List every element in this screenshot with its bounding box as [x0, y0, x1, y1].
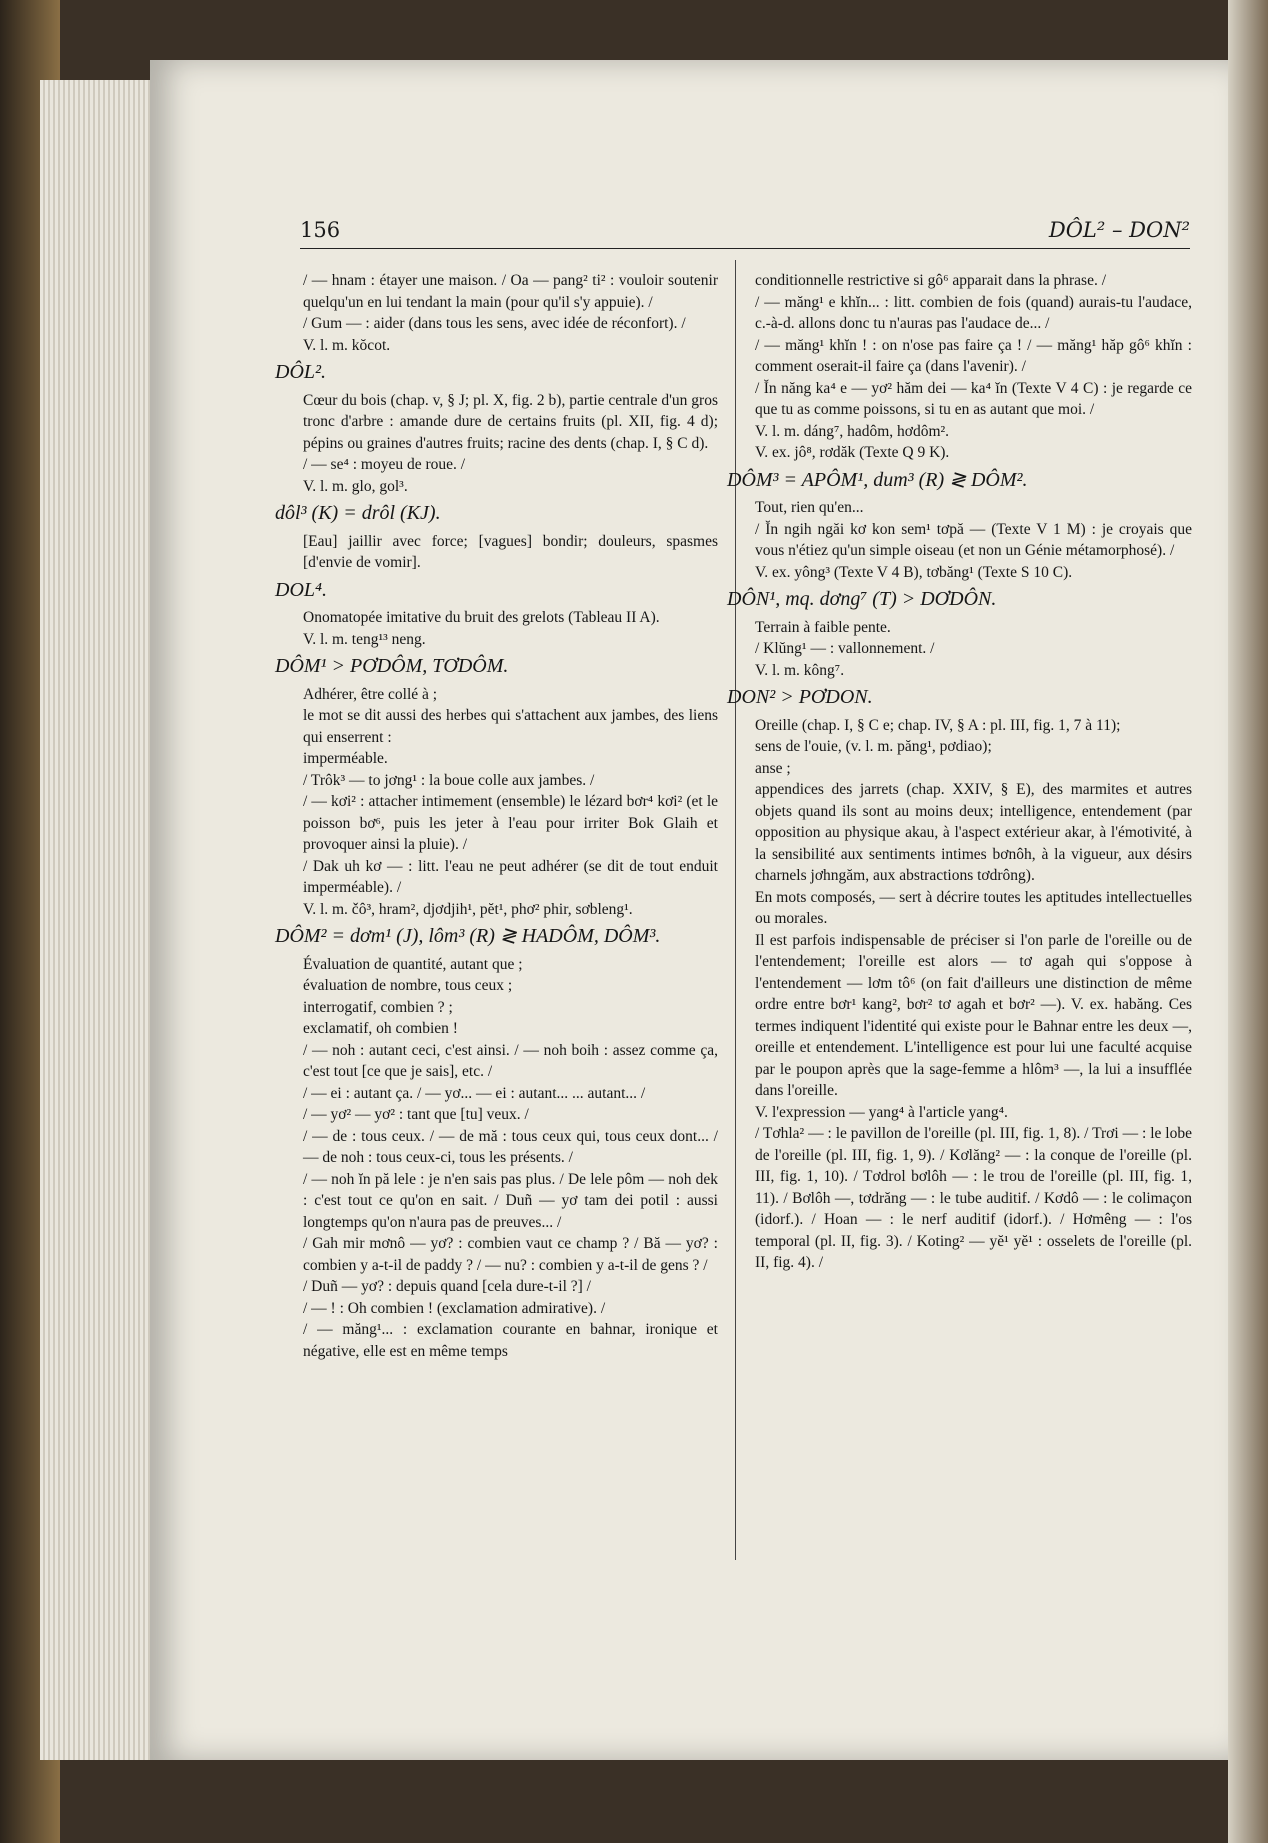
entry-text-line: Oreille (chap. I, § C e; chap. IV, § A : pl. III, fig. 1, 7 à 11); — [755, 716, 1121, 734]
entry-text-line: Il est parfois indispensable de préciser si l'on parle de l'oreille ou de l'entendement; l'oreille est alors — tơ agah qui s'oppose à l'entendement — lơm tô⁶ (on fait d'ailleurs une distinction de même ordre entre bơr¹ kang², bơr² tơ agah et bơr² —). V. ex. habăng. Ces termes indiquent l'identité qui existe pour le Bahnar entre les deux —, oreille et entendement. L'intelligence est pour lui une faculté acquise par le poupon après que la sage-femme a hlôm³ —, la lui a insufflée dans l'oreille. — [755, 931, 1192, 1099]
entry-text-line: / Trôk³ — to jơng¹ : la boue colle aux jambes. / — [303, 771, 595, 789]
entry-body — [303, 270, 718, 356]
entry-text-line: / — noh : autant ceci, c'est ainsi. / — noh boih : assez comme ça, c'est tout [ce que je sais], etc. / — [303, 1041, 718, 1080]
entry-text-line: / — de : tous ceux. / — de mă : tous ceux qui, tous ceux dont... / — de noh : tous ceux-ci, tous les présents. / — [303, 1127, 718, 1166]
entry-text-line: Adhérer, être collé à ; — [303, 685, 438, 703]
right-column — [727, 270, 1192, 1274]
entry-headword: DON² > PƠDON. — [727, 686, 873, 708]
left-column — [275, 270, 718, 1362]
entry-text-line: / Ĭn ngih ngăi kơ kon sem¹ tơpă — (Texte V 1 M) : je croyais que vous n'étiez qu'un simple oiseau (et non un Génie métamorphosé). / — [755, 520, 1192, 559]
entry-text-line: En mots composés, — sert à décrire toutes les aptitudes intellectuelles ou morales. — [755, 888, 1192, 927]
entry-headword: DÔL². — [275, 361, 327, 383]
entry-text-line: conditionnelle restrictive si gô⁶ apparait dans la phrase. / — [755, 272, 1107, 289]
entry-body — [755, 497, 1192, 583]
entry-text-line: [Eau] jaillir avec force; [vagues] bondir; douleurs, spasmes [d'envie de vomir]. — [303, 532, 718, 571]
entry-text-line: / — se⁴ : moyeu de roue. / — [303, 456, 466, 473]
entry-text-line: exclamatif, oh combien ! — [303, 1020, 458, 1037]
entry-text-line: V. l. m. čô³, hram², djơdjih¹, pĕt¹, phơ² phir, sơbleng¹. — [303, 900, 633, 918]
entry-text-line: / Gum — : aider (dans tous les sens, avec idée de réconfort). / — [303, 315, 686, 332]
entry-text-line: / — ! : Oh combien ! (exclamation admirative). / — [303, 1299, 606, 1317]
entry-body — [755, 715, 1192, 1274]
entry-text-line: le mot se dit aussi des herbes qui s'attachent aux jambes, des liens qui enserrent : — [303, 707, 718, 746]
entry-body — [755, 270, 1192, 464]
entry-text-line: / Tơhla² — : le pavillon de l'oreille (pl. III, fig. 1, 8). / Trơi — : le lobe de l'oreille (pl. III, fig. 1, 9). / Kơlăng² — : la conque de l'oreille (pl. III, fig. 1, 10). / Tơdrol bơlôh — : le trou de l'oreille (pl. III, fig. 1, 11). / Bơlôh —, tơdrăng — : le tube auditif. / Kơdô — : le colimaçon (idorf.). / Hoan — : le nerf auditif (idorf.). / Hơmêng — : l'os temporal (pl. II, fig. 3). / Koting² — yĕ¹ yĕ¹ : osselets de l'oreille (pl. II, fig. 4). / — [755, 1125, 1192, 1271]
entry-body — [303, 684, 718, 921]
entry-text-line: Cœur du bois (chap. v, § J; pl. X, fig. 2 b), partie centrale d'un gros tronc d'arbre : amande dure de certains fruits (pl. XII, fig. 4 d); pépins ou graines d'autres fruits; racine des dents (chap. I, § C d). — [303, 391, 718, 452]
entry-text-line: / — hnam : étayer une maison. / Oa — pang² ti² : vouloir soutenir quelqu'un en lui tendant la main (pour qu'il s'y appuie). / — [303, 272, 718, 311]
page-number: 156 — [300, 218, 341, 242]
entry-text-line: / — măng¹ e khĭn... : litt. combien de fois (quand) aurais-tu l'audace, c.-à-d. allons donc tu n'auras pas l'audace de... / — [755, 293, 1192, 332]
entry-headword: DÔM³ = APÔM¹, dum³ (R) ≷ DÔM². — [727, 468, 1028, 491]
entry-text-line: / Klŭng¹ — : vallonnement. / — [755, 640, 935, 657]
entry-text-line: appendices des jarrets (chap. XXIV, § E), des marmites et autres objets quand ils sont au moins deux; intelligence, entendement (par opposition au physique akau, à l'aspect extérieur akar, à l'émotivité, à la sensibilité aux sentiments intimes bơnôh, à la vigueur, aux désirs charnels jơhngăm, aux abstractions tơdrông). — [755, 781, 1192, 884]
entry-text-line: V. l. m. glo, gol³. — [303, 477, 408, 495]
entry-text-line: évaluation de nombre, tous ceux ; — [303, 977, 513, 994]
entry-text-line: V. ex. jô⁸, rơdăk (Texte Q 9 K). — [755, 444, 950, 461]
entry-headword: DOL⁴. — [275, 578, 327, 601]
entry-body — [303, 531, 718, 574]
entry-text-line: V. ex. yông³ (Texte V 4 B), tơbăng¹ (Texte S 10 C). — [755, 563, 1073, 581]
entry-text-line: / Duñ — yơ? : depuis quand [cela dure-t-il ?] / — [303, 1278, 591, 1295]
entry-text-line: / Dak uh kơ — : litt. l'eau ne peut adhérer (se dit de tout enduit imperméable). / — [303, 857, 718, 896]
entry-text-line: imperméable. — [303, 750, 388, 767]
entry-text-line: V. l. m. kŏcot. — [303, 336, 391, 354]
entry-text-line: V. l. m. dáng⁷, hadôm, hơdôm². — [755, 422, 950, 440]
entry-text-line: Onomatopée imitative du bruit des grelots (Tableau II A). — [303, 609, 660, 626]
entry-text-line: / — ei : autant ça. / — yơ... — ei : autant... ... autant... / — [303, 1084, 646, 1102]
entry-headword: DÔM¹ > PƠDÔM, TƠDÔM. — [275, 655, 509, 677]
entry-text-line: Tout, rien qu'en... — [755, 499, 864, 516]
entry-text-line: Évaluation de quantité, autant que ; — [303, 955, 523, 973]
entry-headword: DÔM² = dơm¹ (J), lôm³ (R) ≷ HADÔM, DÔM³. — [275, 925, 661, 947]
entry-text-line: / Ĭn năng ka⁴ e — yơ² hăm dei — ka⁴ ĭn (Texte V 4 C) : je regarde ce que tu as comme poissons, si tu en as autant que moi. / — [755, 379, 1192, 418]
entry-body — [303, 390, 718, 498]
entry-text-line: / — măng¹... : exclamation courante en bahnar, ironique et négative, elle est en même temps — [303, 1321, 718, 1360]
entry-text-line: sens de l'ouie, (v. l. m. păng¹, pơdiao); — [755, 738, 992, 755]
entry-text-line: anse ; — [755, 759, 791, 777]
entry-text-line: / Gah mir mơnô — yơ? : combien vaut ce champ ? / Bă — yơ? : combien y a-t-il de paddy ? / — nu? : combien y a-t-il de gens ? / — [303, 1235, 718, 1274]
entry-body — [303, 954, 718, 1363]
entry-text-line: / — kơi² : attacher intimement (ensemble) le lézard bơr⁴ kơi² (et le poisson bơ⁶, puis les jeter à l'eau pour irriter Bok Glaih et provoquer ainsi la pluie). / — [303, 793, 718, 853]
column-divider — [735, 260, 736, 1560]
running-head: DÔL² – DON² — [1048, 218, 1190, 242]
entry-headword: DÔN¹, mq. dơng⁷ (T) > DƠDÔN. — [727, 588, 997, 610]
entry-text-line: V. l. m. kông⁷. — [755, 661, 845, 679]
entry-body — [303, 607, 718, 650]
entry-text-line: / — măng¹ khĭn ! : on n'ose pas faire ça ! / — măng¹ hăp gô⁶ khĭn : comment oserait-il faire ça (dans l'avenir). / — [755, 336, 1192, 375]
entry-body — [755, 617, 1192, 682]
entry-headword: dôl³ (K) = drôl (KJ). — [275, 502, 441, 524]
next-page-edge — [1228, 0, 1268, 1843]
entry-text-line: V. l'expression — yang⁴ à l'article yang⁴. — [755, 1103, 1008, 1121]
entry-text-line: / — yơ² — yơ² : tant que [tu] veux. / — [303, 1106, 529, 1123]
page-header — [300, 218, 1190, 249]
entry-text-line: / — noh ĭn pă lele : je n'en sais pas plus. / De lele pôm — noh dek : c'est tout ce qu'on en sait. / Duñ — yơ tam dei potil : aussi longtemps qu'on n'aura pas de preuves... / — [303, 1170, 718, 1231]
entry-text-line: interrogatif, combien ? ; — [303, 998, 453, 1016]
entry-text-line: Terrain à faible pente. — [755, 618, 891, 636]
entry-text-line: V. l. m. teng¹³ neng. — [303, 630, 426, 648]
